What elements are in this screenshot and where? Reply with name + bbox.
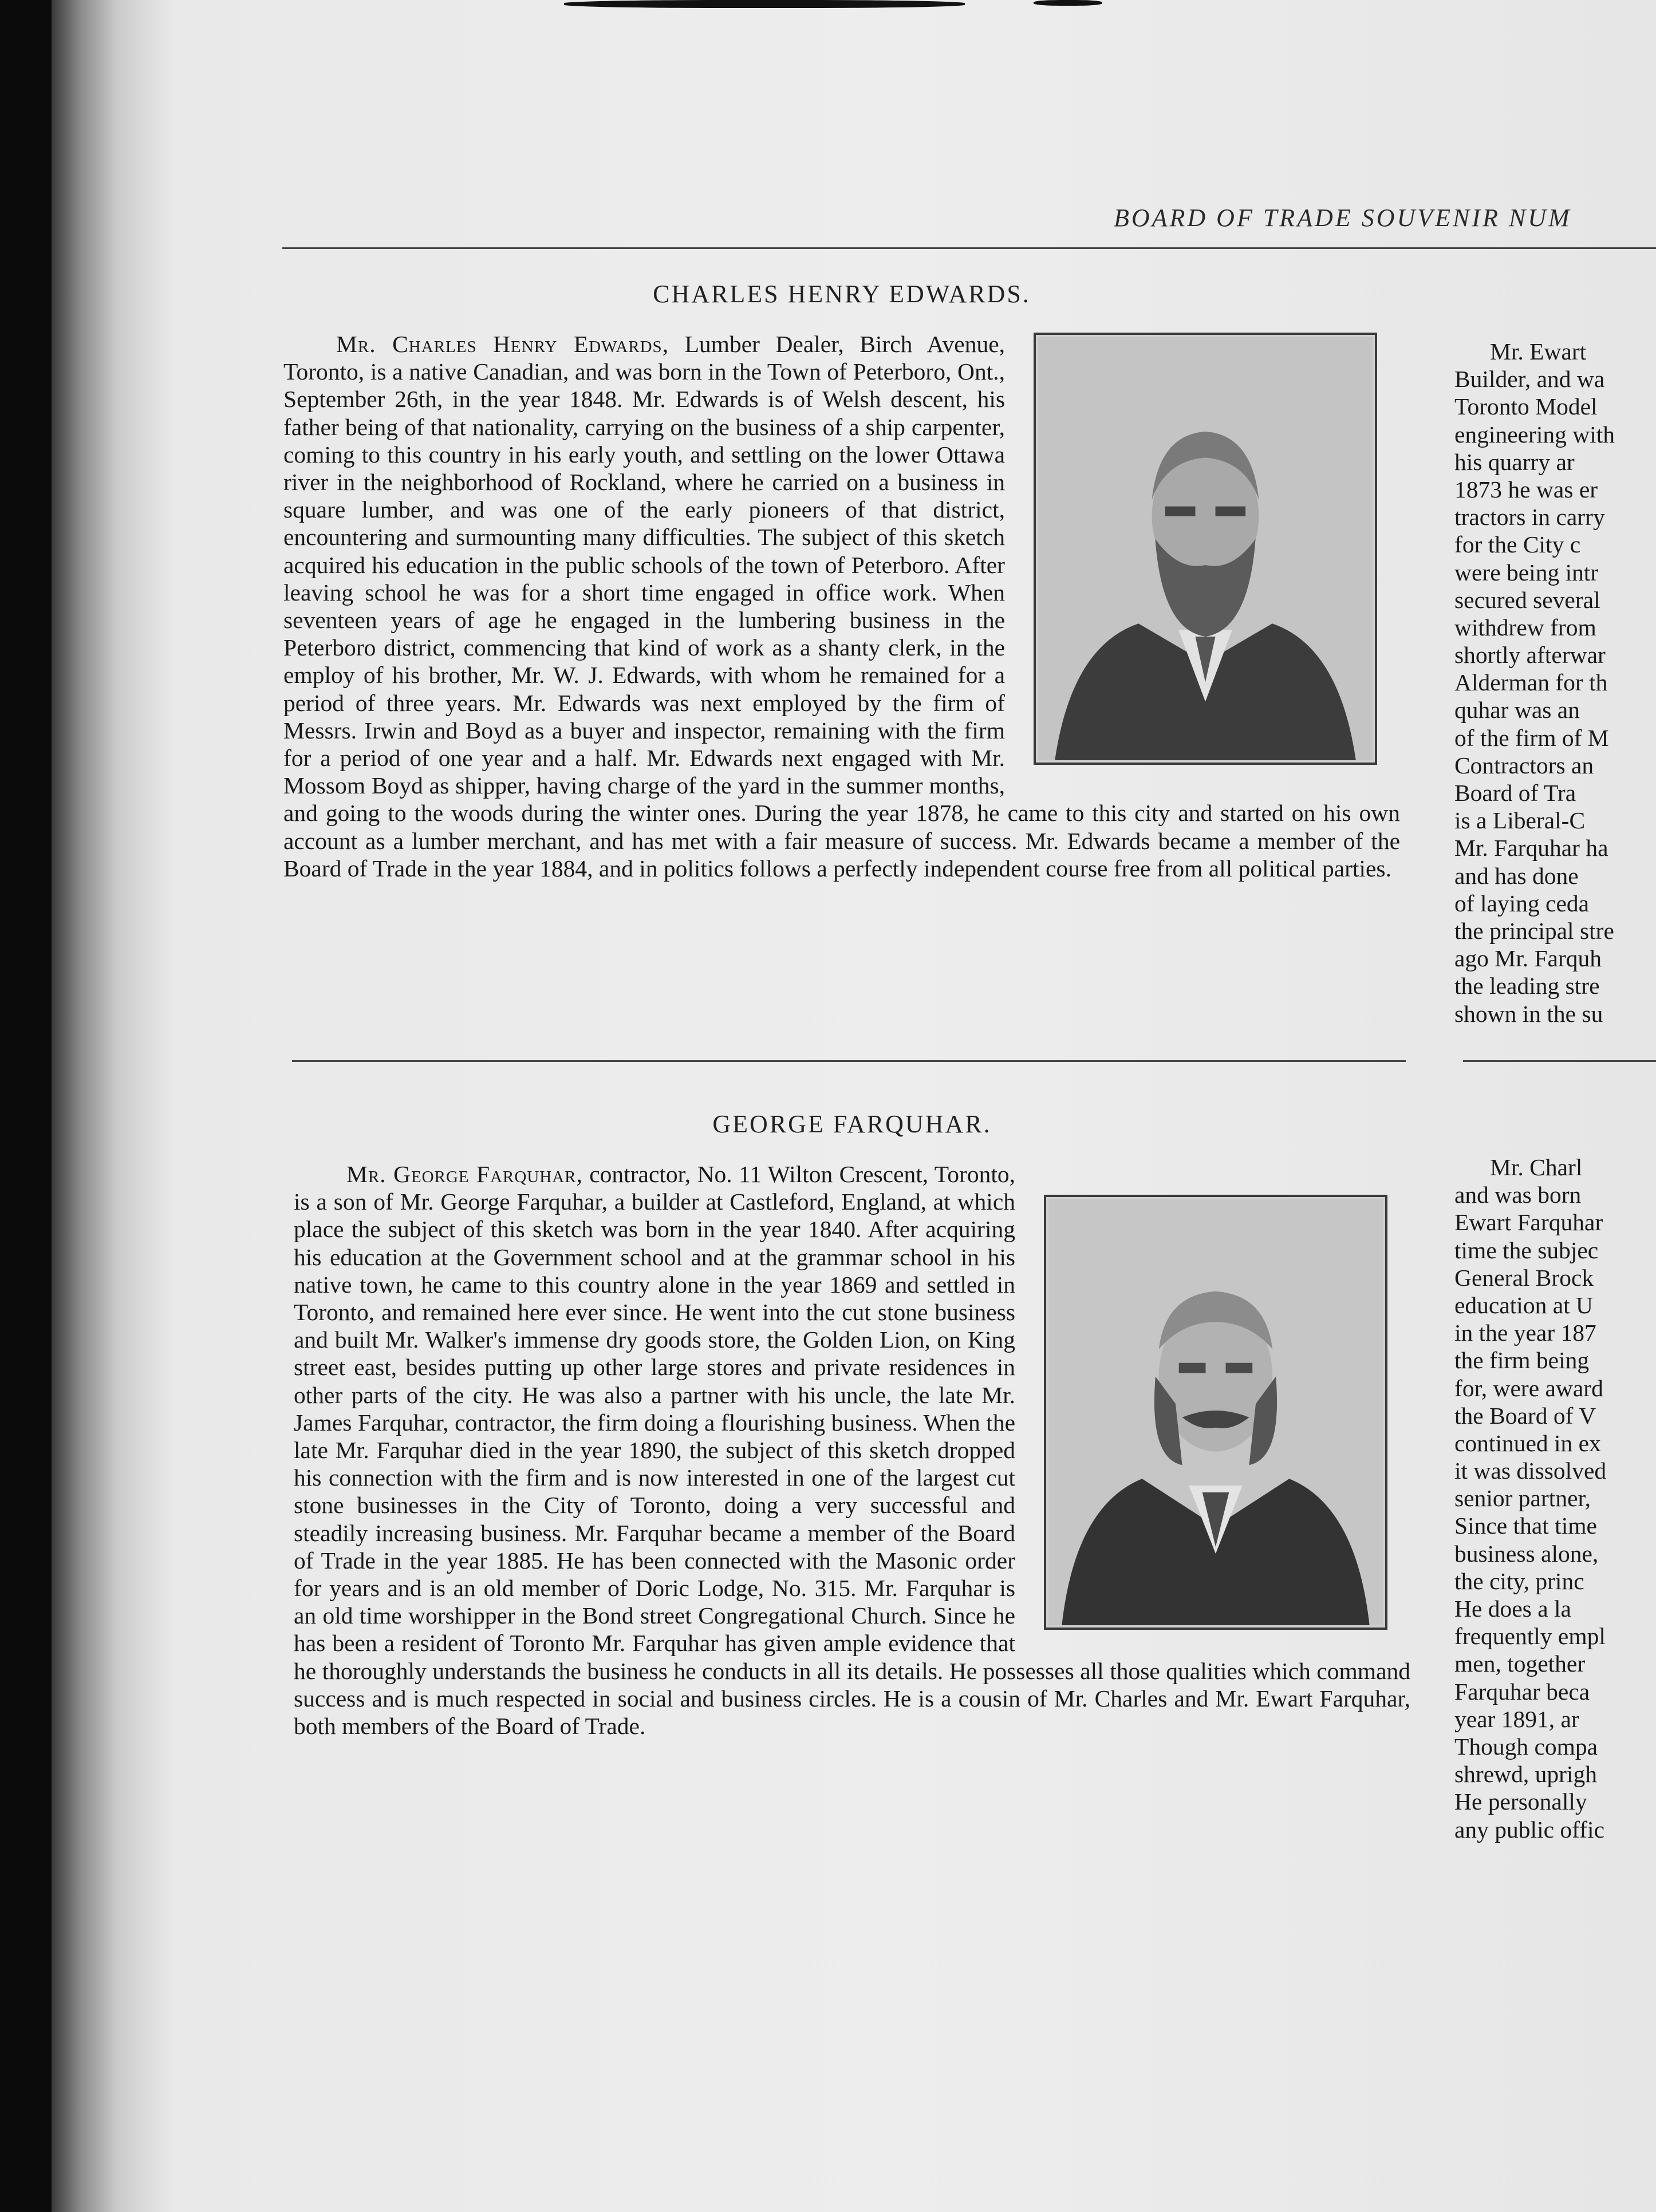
portrait-image	[1048, 1199, 1383, 1625]
right-column-line: senior partner,	[1454, 1485, 1591, 1512]
right-column-line: Mr. Farquhar ha	[1454, 835, 1608, 862]
right-column-line: shortly afterwar	[1454, 642, 1606, 669]
portrait-photo-edwards	[1034, 333, 1377, 765]
right-column-line: and was born	[1454, 1182, 1582, 1208]
right-column-line: General Brock	[1454, 1264, 1594, 1291]
portrait-photo-farquhar	[1044, 1195, 1387, 1630]
right-column-line: and has done	[1454, 862, 1579, 889]
section-rule-right	[1463, 1060, 1656, 1062]
right-column-line: Mr. Ewart	[1490, 338, 1587, 365]
right-column-line: of laying ceda	[1454, 890, 1590, 917]
right-column-line: the principal stre	[1454, 917, 1614, 944]
right-column-line: engineering with	[1454, 421, 1615, 448]
right-column-top	[1454, 338, 1656, 1028]
right-column-line: secured several	[1454, 586, 1600, 613]
header-rule	[282, 247, 1656, 249]
article-title: GEORGE FARQUHAR.	[712, 1110, 992, 1138]
right-column-line: any public offic	[1454, 1816, 1604, 1843]
right-column-line: is a Liberal-C	[1454, 807, 1586, 834]
article-text: contractor, No. 11 Wilton Crescent, Toronto, is a son of Mr. George Farquhar, a builder at Castleford, England, at which place the subject of this sketch was born in the year 1840. After acquiring his education at the Government school and at the grammar school in his native town, he came to this country alone in the year 1869 and settled in Toronto, and remained here ever since. He went into the cut stone business and built Mr. Walker's immense dry goods store, the Golden Lion, on King street east, besides putting up other large stores and private residences in other parts of the city. He was also a partner with his uncle, the late Mr. James Farquhar, contractor, the firm doing a flourishing business. When the late Mr. Farquhar died in the year 1890, the subject of this sketch dropped his connection with the firm and is now interested in one of the largest cut stone businesses in the City of Toronto, doing a very successful and steadily increasing business. Mr. Farquhar became a member of the Board of Trade in the year 1885. He has been connected with the Masonic order for years and is an old member of Doric Lodge, No. 315. Mr. Farquhar is an old time worshipper in the Bond street Congregational Church. Since he has been a resident of Toronto Mr. Farquhar has given ample evidence that he thoroughly understands the business he conducts in all its details. He possesses all those qualities which command success and is much respected in social and business circles. He is a cousin of Mr. Charles and Mr. Ewart Farquhar, both members of the Board of Trade.	[294, 1161, 1410, 1740]
right-column-line: for the City c	[1454, 531, 1581, 558]
right-column-line: the Board of V	[1454, 1402, 1596, 1429]
right-column-line: ago Mr. Farquh	[1454, 945, 1602, 972]
right-column-line: frequently empl	[1454, 1623, 1606, 1650]
right-column-line: his quarry ar	[1454, 448, 1575, 475]
right-column-line: were being intr	[1454, 559, 1599, 586]
right-column-line: year 1891, ar	[1454, 1705, 1579, 1732]
right-column-line: the city, princ	[1454, 1567, 1584, 1594]
right-column-line: He personally	[1454, 1788, 1587, 1815]
right-column-line: for, were award	[1454, 1374, 1603, 1401]
right-column-line: Mr. Charl	[1490, 1154, 1583, 1180]
article-lead-name: Mr. Charles Henry Edwards,	[336, 331, 669, 357]
book-page	[129, 0, 1656, 2212]
right-column-line: Farquhar beca	[1454, 1678, 1590, 1705]
right-column-line: Toronto Model	[1454, 393, 1598, 420]
article-text: Lumber Dealer, Birch Avenue, Toronto, is a native Canadian, and was born in the Town of Peterboro, Ont., September 26th, in the year 1848. Mr. Edwards is of Welsh descent, his father being of that nationality, carrying on the business of a ship carpenter, coming to this country in his early youth, and settling on the lower Ottawa river in the neighborhood of Rockland, where he carried on a business in square lumber, and was one of the early pioneers of that district, encountering and surmounting many difficulties. The subject of this sketch acquired his education in the public schools of the town of Peterboro. After leaving school he was for a short time engaged in office work. When seventeen years of age he engaged in the lumbering business in the Peterboro district, commencing that kind of work as a shanty clerk, in the employ of his brother, Mr. W. J. Edwards, with whom he remained for a period of three years. Mr. Edwards was next employed by the firm of Messrs. Irwin and Boyd as a buyer and inspector, remaining with the firm for a period of one year and a half. Mr. Edwards next engaged with Mr. Mossom Boyd as shipper, having charge of the yard in the summer months, and going to the woods during the winter ones. During the year 1878, he came to this city and started on his own account as a lumber merchant, and has met with a fair measure of success. Mr. Edwards became a member of the Board of Trade in the year 1884, and in politics follows a perfectly independent course free from all political parties.	[283, 331, 1400, 882]
right-column-line: men, together	[1454, 1650, 1586, 1677]
right-column-line: shrewd, uprigh	[1454, 1761, 1597, 1788]
ink-blot	[564, 0, 965, 8]
right-column-line: Since that time	[1454, 1512, 1597, 1539]
right-column-line: Board of Tra	[1454, 780, 1576, 806]
right-column-line: business alone,	[1454, 1540, 1599, 1567]
right-column-line: the leading stre	[1454, 973, 1600, 1000]
right-column-bottom	[1454, 1154, 1656, 1843]
article-george-farquhar	[294, 1109, 1410, 1740]
article-charles-henry-edwards	[283, 279, 1400, 882]
right-column-line: Builder, and wa	[1454, 366, 1605, 393]
right-column-line: Alderman for th	[1454, 669, 1608, 696]
article-lead-name: Mr. George Farquhar,	[346, 1161, 583, 1187]
right-column-line: continued in ex	[1454, 1429, 1601, 1456]
right-column-line: Ewart Farquhar	[1454, 1209, 1603, 1236]
article-title: CHARLES HENRY EDWARDS.	[653, 280, 1031, 308]
right-column-line: quhar was an	[1454, 697, 1580, 724]
right-column-line: Contractors an	[1454, 752, 1594, 779]
running-head: BOARD OF TRADE SOUVENIR NUM	[1114, 204, 1572, 232]
right-column-line: the firm being	[1454, 1347, 1590, 1374]
right-column-line: tractors in carry	[1454, 504, 1605, 531]
right-column-line: education at U	[1454, 1291, 1593, 1318]
section-rule	[292, 1060, 1406, 1062]
right-column-line: in the year 187	[1454, 1320, 1596, 1346]
article-body	[294, 1160, 1410, 1740]
right-column-line: 1873 he was er	[1454, 476, 1598, 503]
ink-blot	[1034, 0, 1102, 6]
right-column-line: it was dissolved	[1454, 1457, 1607, 1484]
right-column-line: shown in the su	[1454, 1000, 1603, 1027]
right-column-line: of the firm of M	[1454, 724, 1609, 751]
portrait-image	[1038, 337, 1373, 760]
article-body	[283, 330, 1400, 882]
right-column-line: withdrew from	[1454, 614, 1596, 641]
right-column-line: time the subjec	[1454, 1237, 1599, 1263]
book-spine-shadow	[52, 0, 137, 2212]
right-column-line: He does a la	[1454, 1595, 1571, 1622]
right-column-line: Though compa	[1454, 1733, 1598, 1760]
